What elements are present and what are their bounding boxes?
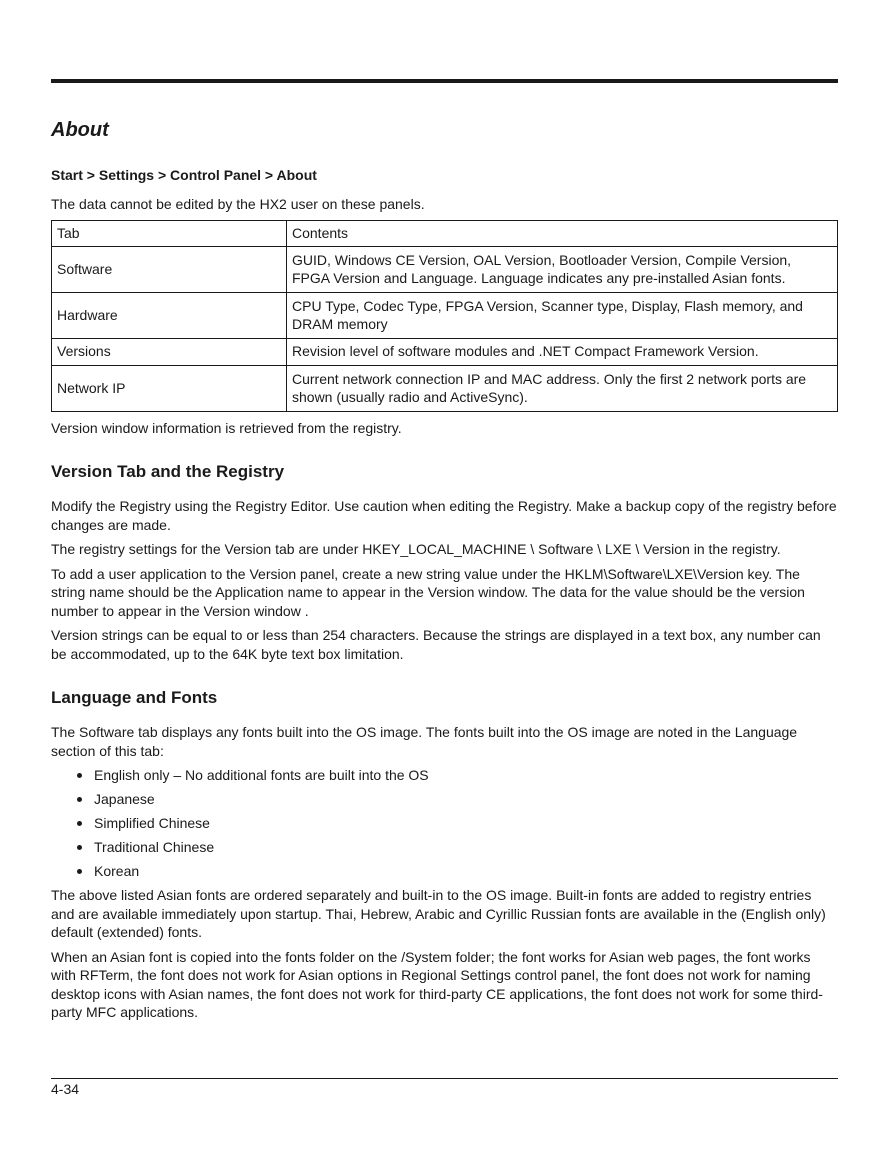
- font-list: [51, 766, 838, 881]
- breadcrumb: Start > Settings > Control Panel > About: [51, 167, 317, 183]
- table-row: [52, 292, 838, 338]
- section-heading-version-registry: Version Tab and the Registry: [51, 462, 285, 481]
- header-rule: [51, 79, 838, 83]
- body-paragraph: To add a user application to the Version panel, create a new string value under the HKLM\Software\LXE\Version key. The string name should be the Application name to appear in the Version window. The data for the value should be the version number to appear in the Version window .: [51, 565, 805, 619]
- list-item: Japanese: [51, 790, 838, 809]
- after-table-paragraph: Version window information is retrieved from the registry.: [51, 419, 402, 436]
- page-title: About: [51, 119, 109, 141]
- table-cell-tab: Network IP: [52, 365, 287, 411]
- table-row: [52, 246, 838, 292]
- table-cell-contents: Current network connection IP and MAC address. Only the first 2 network ports are shown (usually radio and ActiveSync).: [287, 365, 838, 411]
- intro-paragraph: The data cannot be edited by the HX2 user on these panels.: [51, 196, 425, 212]
- table-cell-tab: Versions: [52, 338, 287, 365]
- table-header-contents: Contents: [287, 220, 838, 246]
- table-cell-tab: Hardware: [52, 292, 287, 338]
- body-paragraph: When an Asian font is copied into the fonts folder on the /System folder; the font works for Asian web pages, the font works with RFTerm, the font does not work for Asian options in Regional Settings control panel, the font does not work for naming desktop icons with Asian names, the font does not work for third-party CE applications, the font does not work for some third-party MFC applications.: [51, 948, 823, 1020]
- body-paragraph: The registry settings for the Version tab are under HKEY_LOCAL_MACHINE \ Software \ LXE \ Version in the registry.: [51, 541, 781, 557]
- footer-rule: [51, 1078, 838, 1079]
- table-header-row: [52, 220, 838, 246]
- list-item: Simplified Chinese: [51, 814, 838, 833]
- about-tabs-table: [51, 220, 838, 412]
- table-cell-contents: GUID, Windows CE Version, OAL Version, Bootloader Version, Compile Version, FPGA Version and Language. Language indicates any pre-installed Asian fonts.: [287, 246, 838, 292]
- body-paragraph: Version strings can be equal to or less than 254 characters. Because the strings are displayed in a text box, any number can be accommodated, up to the 64K byte text box limitation.: [51, 627, 821, 662]
- table-cell-tab: Software: [52, 246, 287, 292]
- list-item: Traditional Chinese: [51, 838, 838, 857]
- table-row: [52, 338, 838, 365]
- list-item: Korean: [51, 862, 838, 881]
- page-number: 4-34: [51, 1081, 80, 1097]
- table-cell-contents: Revision level of software modules and .NET Compact Framework Version.: [287, 338, 838, 365]
- body-paragraph: Modify the Registry using the Registry Editor. Use caution when editing the Registry. Make a backup copy of the registry before changes are made.: [51, 498, 837, 533]
- table-row: [52, 365, 838, 411]
- body-paragraph: The Software tab displays any fonts built into the OS image. The fonts built into the OS image are noted in the Language section of this tab:: [51, 724, 798, 759]
- section-heading-language-fonts: Language and Fonts: [51, 688, 218, 707]
- body-paragraph: The above listed Asian fonts are ordered separately and built-in to the OS image. Built-in fonts are added to registry entries and are available immediately upon startup. Thai, Hebrew, Arabic and Cyrillic Russian fonts are available in the (English only) default (extended) fonts.: [51, 887, 826, 940]
- list-item: English only – No additional fonts are built into the OS: [51, 766, 838, 785]
- table-header-tab: Tab: [52, 220, 287, 246]
- table-cell-contents: CPU Type, Codec Type, FPGA Version, Scanner type, Display, Flash memory, and DRAM memory: [287, 292, 838, 338]
- page-content: [51, 117, 838, 1028]
